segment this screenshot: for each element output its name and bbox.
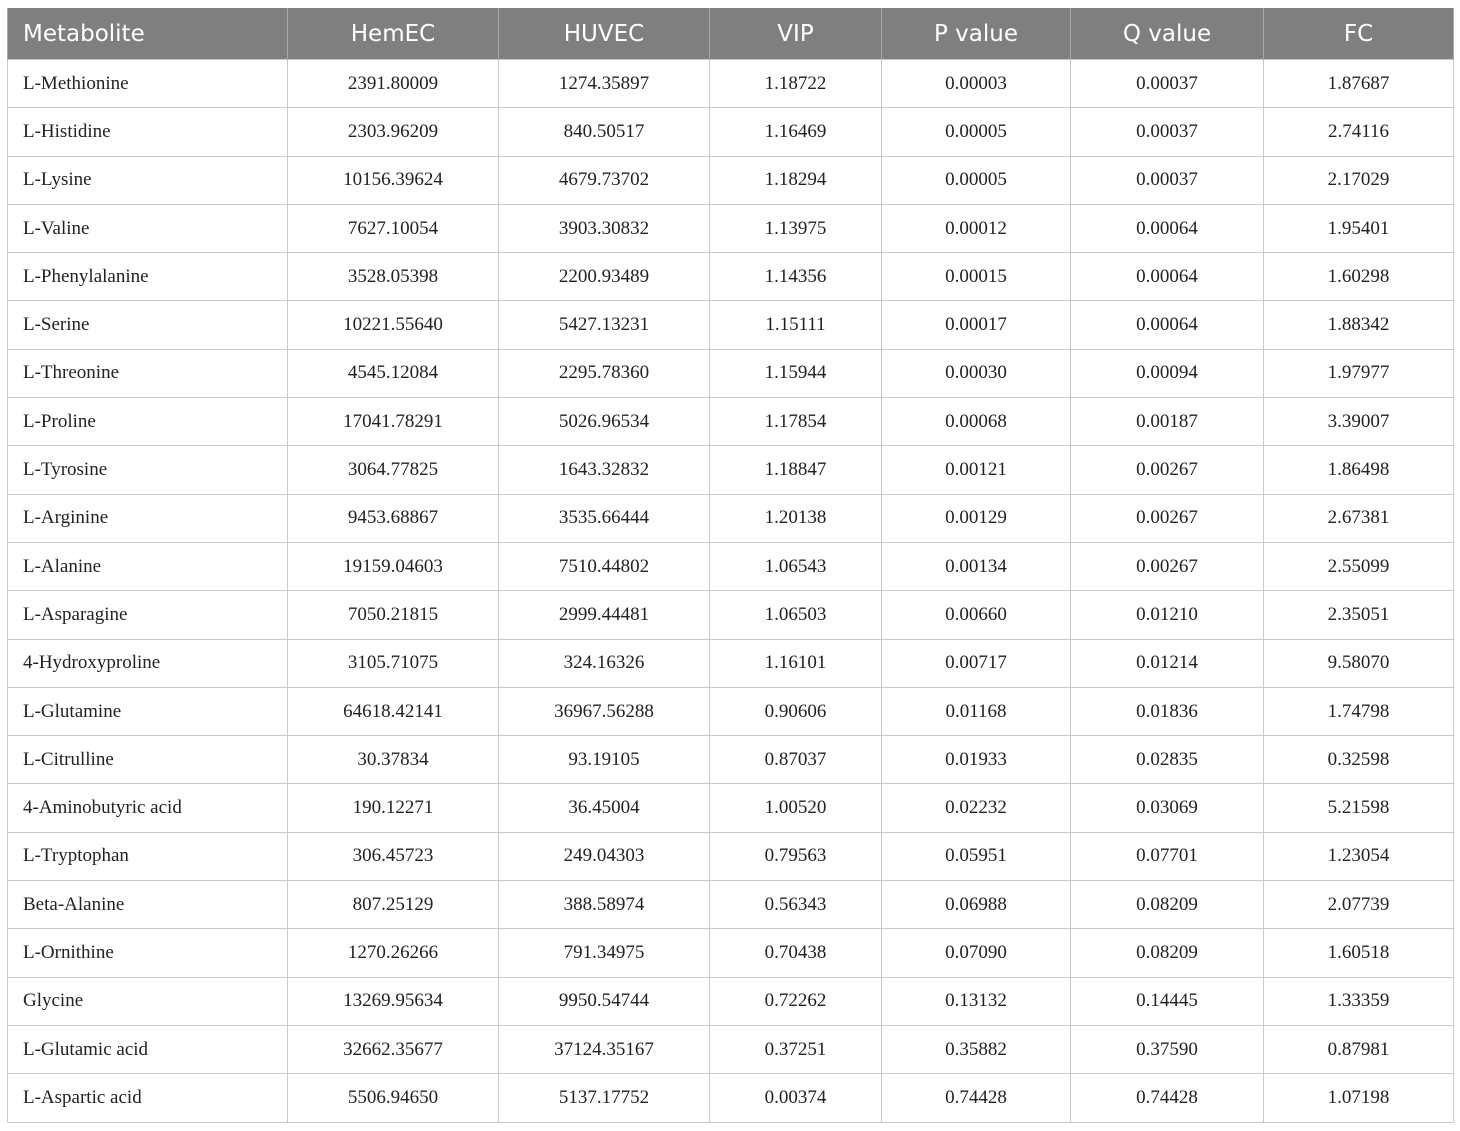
value-cell: 0.00037	[1071, 60, 1264, 108]
table-row	[8, 591, 1454, 639]
column-header: FC	[1264, 8, 1454, 60]
value-cell: 2999.44481	[499, 591, 710, 639]
value-cell: 1.13975	[710, 204, 882, 252]
header-row	[8, 8, 1454, 60]
value-cell: 0.00068	[882, 398, 1071, 446]
metabolite-name-cell: Beta-Alanine	[8, 881, 288, 929]
metabolite-name-cell: L-Glutamic acid	[8, 1025, 288, 1073]
value-cell: 0.14445	[1071, 977, 1264, 1025]
metabolite-name-cell: L-Phenylalanine	[8, 253, 288, 301]
value-cell: 1.60518	[1264, 929, 1454, 977]
value-cell: 32662.35677	[288, 1025, 499, 1073]
value-cell: 0.56343	[710, 881, 882, 929]
value-cell: 1.06503	[710, 591, 882, 639]
value-cell: 2391.80009	[288, 60, 499, 108]
value-cell: 1.15111	[710, 301, 882, 349]
value-cell: 10156.39624	[288, 156, 499, 204]
metabolite-name-cell: 4-Aminobutyric acid	[8, 784, 288, 832]
value-cell: 0.74428	[882, 1074, 1071, 1122]
value-cell: 17041.78291	[288, 398, 499, 446]
value-cell: 0.00267	[1071, 542, 1264, 590]
metabolite-name-cell: 4-Hydroxyproline	[8, 639, 288, 687]
value-cell: 1.97977	[1264, 349, 1454, 397]
value-cell: 1.20138	[710, 494, 882, 542]
value-cell: 3903.30832	[499, 204, 710, 252]
value-cell: 0.87981	[1264, 1025, 1454, 1073]
table-row	[8, 881, 1454, 929]
column-header: HUVEC	[499, 8, 710, 60]
value-cell: 1.87687	[1264, 60, 1454, 108]
table-row	[8, 301, 1454, 349]
value-cell: 0.00267	[1071, 446, 1264, 494]
table-row	[8, 832, 1454, 880]
value-cell: 1.86498	[1264, 446, 1454, 494]
table-row	[8, 349, 1454, 397]
table-row	[8, 977, 1454, 1025]
value-cell: 0.02835	[1071, 736, 1264, 784]
value-cell: 36967.56288	[499, 687, 710, 735]
metabolite-name-cell: L-Histidine	[8, 108, 288, 156]
value-cell: 0.00129	[882, 494, 1071, 542]
metabolite-name-cell: L-Proline	[8, 398, 288, 446]
metabolite-name-cell: L-Tyrosine	[8, 446, 288, 494]
table-header	[8, 8, 1454, 60]
value-cell: 7510.44802	[499, 542, 710, 590]
table-row	[8, 446, 1454, 494]
value-cell: 0.13132	[882, 977, 1071, 1025]
value-cell: 1.18294	[710, 156, 882, 204]
value-cell: 1.60298	[1264, 253, 1454, 301]
value-cell: 2303.96209	[288, 108, 499, 156]
value-cell: 0.37590	[1071, 1025, 1264, 1073]
value-cell: 0.00012	[882, 204, 1071, 252]
value-cell: 0.35882	[882, 1025, 1071, 1073]
value-cell: 0.00134	[882, 542, 1071, 590]
column-header: HemEC	[288, 8, 499, 60]
metabolite-name-cell: L-Alanine	[8, 542, 288, 590]
column-header: Q value	[1071, 8, 1264, 60]
table-row	[8, 494, 1454, 542]
value-cell: 0.00017	[882, 301, 1071, 349]
metabolite-name-cell: L-Serine	[8, 301, 288, 349]
value-cell: 1.15944	[710, 349, 882, 397]
value-cell: 0.00660	[882, 591, 1071, 639]
value-cell: 5427.13231	[499, 301, 710, 349]
value-cell: 0.70438	[710, 929, 882, 977]
value-cell: 324.16326	[499, 639, 710, 687]
value-cell: 0.00717	[882, 639, 1071, 687]
value-cell: 5506.94650	[288, 1074, 499, 1122]
value-cell: 0.79563	[710, 832, 882, 880]
column-header: VIP	[710, 8, 882, 60]
value-cell: 0.74428	[1071, 1074, 1264, 1122]
value-cell: 1.95401	[1264, 204, 1454, 252]
value-cell: 1.16469	[710, 108, 882, 156]
value-cell: 37124.35167	[499, 1025, 710, 1073]
value-cell: 4545.12084	[288, 349, 499, 397]
value-cell: 2.55099	[1264, 542, 1454, 590]
value-cell: 10221.55640	[288, 301, 499, 349]
value-cell: 791.34975	[499, 929, 710, 977]
value-cell: 3535.66444	[499, 494, 710, 542]
value-cell: 9453.68867	[288, 494, 499, 542]
table-row	[8, 542, 1454, 590]
table-row	[8, 1074, 1454, 1122]
value-cell: 840.50517	[499, 108, 710, 156]
value-cell: 3528.05398	[288, 253, 499, 301]
value-cell: 2.35051	[1264, 591, 1454, 639]
table-row	[8, 156, 1454, 204]
table-row	[8, 108, 1454, 156]
value-cell: 0.07701	[1071, 832, 1264, 880]
value-cell: 0.01933	[882, 736, 1071, 784]
value-cell: 0.00267	[1071, 494, 1264, 542]
value-cell: 0.01168	[882, 687, 1071, 735]
value-cell: 1270.26266	[288, 929, 499, 977]
metabolite-name-cell: L-Lysine	[8, 156, 288, 204]
value-cell: 2.67381	[1264, 494, 1454, 542]
value-cell: 0.08209	[1071, 929, 1264, 977]
value-cell: 1.14356	[710, 253, 882, 301]
value-cell: 0.00121	[882, 446, 1071, 494]
value-cell: 807.25129	[288, 881, 499, 929]
value-cell: 1.23054	[1264, 832, 1454, 880]
metabolite-name-cell: L-Threonine	[8, 349, 288, 397]
metabolite-name-cell: L-Aspartic acid	[8, 1074, 288, 1122]
value-cell: 3105.71075	[288, 639, 499, 687]
value-cell: 5137.17752	[499, 1074, 710, 1122]
value-cell: 0.00037	[1071, 156, 1264, 204]
value-cell: 36.45004	[499, 784, 710, 832]
value-cell: 0.01210	[1071, 591, 1264, 639]
value-cell: 93.19105	[499, 736, 710, 784]
value-cell: 0.00005	[882, 108, 1071, 156]
metabolite-name-cell: L-Methionine	[8, 60, 288, 108]
value-cell: 9950.54744	[499, 977, 710, 1025]
value-cell: 19159.04603	[288, 542, 499, 590]
table-row	[8, 784, 1454, 832]
value-cell: 1.18847	[710, 446, 882, 494]
value-cell: 0.01214	[1071, 639, 1264, 687]
value-cell: 0.00374	[710, 1074, 882, 1122]
value-cell: 2.74116	[1264, 108, 1454, 156]
value-cell: 0.02232	[882, 784, 1071, 832]
table-row	[8, 204, 1454, 252]
value-cell: 0.00037	[1071, 108, 1264, 156]
value-cell: 5026.96534	[499, 398, 710, 446]
value-cell: 13269.95634	[288, 977, 499, 1025]
value-cell: 5.21598	[1264, 784, 1454, 832]
value-cell: 1.17854	[710, 398, 882, 446]
value-cell: 7627.10054	[288, 204, 499, 252]
metabolite-table	[7, 8, 1454, 1123]
value-cell: 0.32598	[1264, 736, 1454, 784]
metabolite-table-container	[7, 8, 1453, 1123]
table-row	[8, 253, 1454, 301]
value-cell: 0.00005	[882, 156, 1071, 204]
value-cell: 1.06543	[710, 542, 882, 590]
table-body	[8, 60, 1454, 1123]
value-cell: 0.00094	[1071, 349, 1264, 397]
value-cell: 0.00003	[882, 60, 1071, 108]
value-cell: 0.07090	[882, 929, 1071, 977]
column-header: P value	[882, 8, 1071, 60]
value-cell: 30.37834	[288, 736, 499, 784]
value-cell: 306.45723	[288, 832, 499, 880]
value-cell: 0.00064	[1071, 253, 1264, 301]
value-cell: 0.90606	[710, 687, 882, 735]
value-cell: 0.37251	[710, 1025, 882, 1073]
value-cell: 0.00187	[1071, 398, 1264, 446]
value-cell: 0.06988	[882, 881, 1071, 929]
metabolite-name-cell: L-Glutamine	[8, 687, 288, 735]
value-cell: 2295.78360	[499, 349, 710, 397]
metabolite-name-cell: L-Arginine	[8, 494, 288, 542]
value-cell: 0.01836	[1071, 687, 1264, 735]
value-cell: 64618.42141	[288, 687, 499, 735]
value-cell: 388.58974	[499, 881, 710, 929]
value-cell: 1.16101	[710, 639, 882, 687]
value-cell: 3064.77825	[288, 446, 499, 494]
metabolite-name-cell: L-Citrulline	[8, 736, 288, 784]
value-cell: 1.00520	[710, 784, 882, 832]
value-cell: 1.33359	[1264, 977, 1454, 1025]
metabolite-name-cell: L-Valine	[8, 204, 288, 252]
value-cell: 1.74798	[1264, 687, 1454, 735]
metabolite-name-cell: L-Ornithine	[8, 929, 288, 977]
table-row	[8, 687, 1454, 735]
value-cell: 190.12271	[288, 784, 499, 832]
value-cell: 0.00064	[1071, 204, 1264, 252]
value-cell: 2.17029	[1264, 156, 1454, 204]
value-cell: 0.72262	[710, 977, 882, 1025]
value-cell: 0.00015	[882, 253, 1071, 301]
table-row	[8, 639, 1454, 687]
table-row	[8, 736, 1454, 784]
value-cell: 3.39007	[1264, 398, 1454, 446]
metabolite-name-cell: L-Tryptophan	[8, 832, 288, 880]
column-header: Metabolite	[8, 8, 288, 60]
value-cell: 9.58070	[1264, 639, 1454, 687]
value-cell: 0.87037	[710, 736, 882, 784]
metabolite-name-cell: Glycine	[8, 977, 288, 1025]
value-cell: 0.00030	[882, 349, 1071, 397]
value-cell: 0.08209	[1071, 881, 1264, 929]
table-row	[8, 929, 1454, 977]
value-cell: 0.00064	[1071, 301, 1264, 349]
value-cell: 249.04303	[499, 832, 710, 880]
value-cell: 1.18722	[710, 60, 882, 108]
table-row	[8, 60, 1454, 108]
value-cell: 4679.73702	[499, 156, 710, 204]
table-row	[8, 1025, 1454, 1073]
value-cell: 0.05951	[882, 832, 1071, 880]
value-cell: 7050.21815	[288, 591, 499, 639]
value-cell: 1274.35897	[499, 60, 710, 108]
value-cell: 0.03069	[1071, 784, 1264, 832]
value-cell: 1.07198	[1264, 1074, 1454, 1122]
table-row	[8, 398, 1454, 446]
value-cell: 2200.93489	[499, 253, 710, 301]
value-cell: 1643.32832	[499, 446, 710, 494]
metabolite-name-cell: L-Asparagine	[8, 591, 288, 639]
value-cell: 2.07739	[1264, 881, 1454, 929]
value-cell: 1.88342	[1264, 301, 1454, 349]
